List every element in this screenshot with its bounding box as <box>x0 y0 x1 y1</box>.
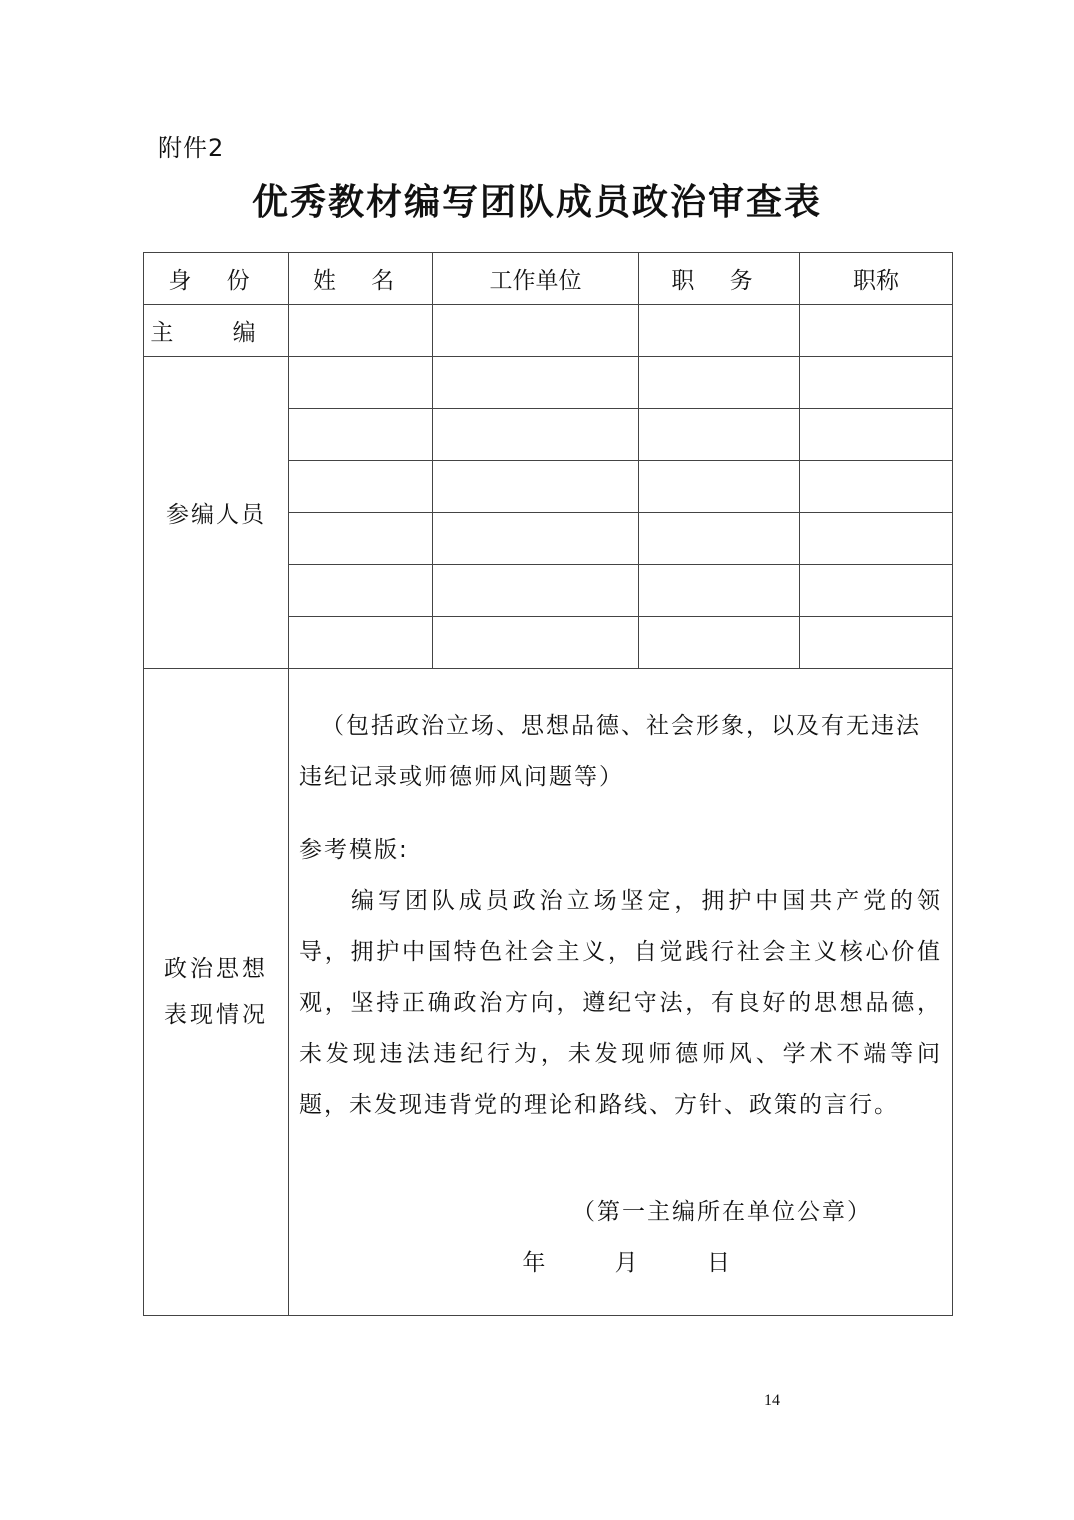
participant-position-cell[interactable] <box>639 565 800 617</box>
participant-title-cell[interactable] <box>800 357 953 409</box>
participant-name-cell[interactable] <box>289 617 433 669</box>
participant-workplace-cell[interactable] <box>433 513 639 565</box>
participants-label: 参编人员 <box>144 357 289 669</box>
participant-position-cell[interactable] <box>639 409 800 461</box>
header-cell-name: 姓 名 <box>289 253 433 305</box>
chief-editor-position-cell[interactable] <box>639 305 800 357</box>
chief-editor-workplace-cell[interactable] <box>433 305 639 357</box>
page-number: 14 <box>764 1392 780 1409</box>
reference-template-label: 参考模版: <box>299 837 409 863</box>
review-form-table <box>143 252 953 1316</box>
participant-workplace-cell[interactable] <box>433 357 639 409</box>
participant-workplace-cell[interactable] <box>433 617 639 669</box>
participant-name-cell[interactable] <box>289 513 433 565</box>
political-label-line1: 政治思想 <box>164 956 268 982</box>
chief-editor-row <box>144 305 953 357</box>
participant-position-cell[interactable] <box>639 461 800 513</box>
reference-template-body: 编写团队成员政治立场坚定，拥护中国共产党的领导，拥护中国特色社会主义，自觉践行社会主义核心价值观，坚持正确政治方向，遵纪守法，有良好的思想品德，未发现违法违纪行为，未发现师德师风、学术不端等问题，未发现违背党的理论和路线、方针、政策的言行。 <box>299 888 942 1118</box>
date-line: 年 月 日 <box>522 1250 752 1276</box>
header-cell-identity: 身 份 <box>144 253 289 305</box>
participant-workplace-cell[interactable] <box>433 409 639 461</box>
participant-workplace-cell[interactable] <box>433 461 639 513</box>
header-cell-title: 职称 <box>800 253 953 305</box>
chief-editor-label: 主 编 <box>144 305 289 357</box>
political-review-row <box>144 669 953 1316</box>
participant-title-cell[interactable] <box>800 409 953 461</box>
page-title: 优秀教材编写团队成员政治审查表 <box>251 182 822 223</box>
participant-position-cell[interactable] <box>639 617 800 669</box>
header-row <box>144 253 953 305</box>
participant-title-cell[interactable] <box>800 565 953 617</box>
participant-position-cell[interactable] <box>639 357 800 409</box>
official-seal-note: （第一主编所在单位公章） <box>572 1199 872 1225</box>
chief-editor-name-cell[interactable] <box>289 305 433 357</box>
participant-name-cell[interactable] <box>289 409 433 461</box>
participant-row <box>144 357 953 409</box>
header-cell-position: 职 务 <box>639 253 800 305</box>
header-cell-workplace: 工作单位 <box>433 253 639 305</box>
participant-name-cell[interactable] <box>289 565 433 617</box>
participant-title-cell[interactable] <box>800 617 953 669</box>
political-label-line2: 表现情况 <box>164 1002 268 1028</box>
participant-title-cell[interactable] <box>800 513 953 565</box>
participant-title-cell[interactable] <box>800 461 953 513</box>
instruction-note: （包括政治立场、思想品德、社会形象，以及有无违法违纪记录或师德师风问题等） <box>299 713 921 790</box>
political-performance-label <box>144 669 289 1316</box>
political-review-content[interactable] <box>289 669 953 1316</box>
participant-name-cell[interactable] <box>289 461 433 513</box>
participant-workplace-cell[interactable] <box>433 565 639 617</box>
chief-editor-title-cell[interactable] <box>800 305 953 357</box>
attachment-label: 附件2 <box>158 134 225 162</box>
participant-name-cell[interactable] <box>289 357 433 409</box>
participant-position-cell[interactable] <box>639 513 800 565</box>
